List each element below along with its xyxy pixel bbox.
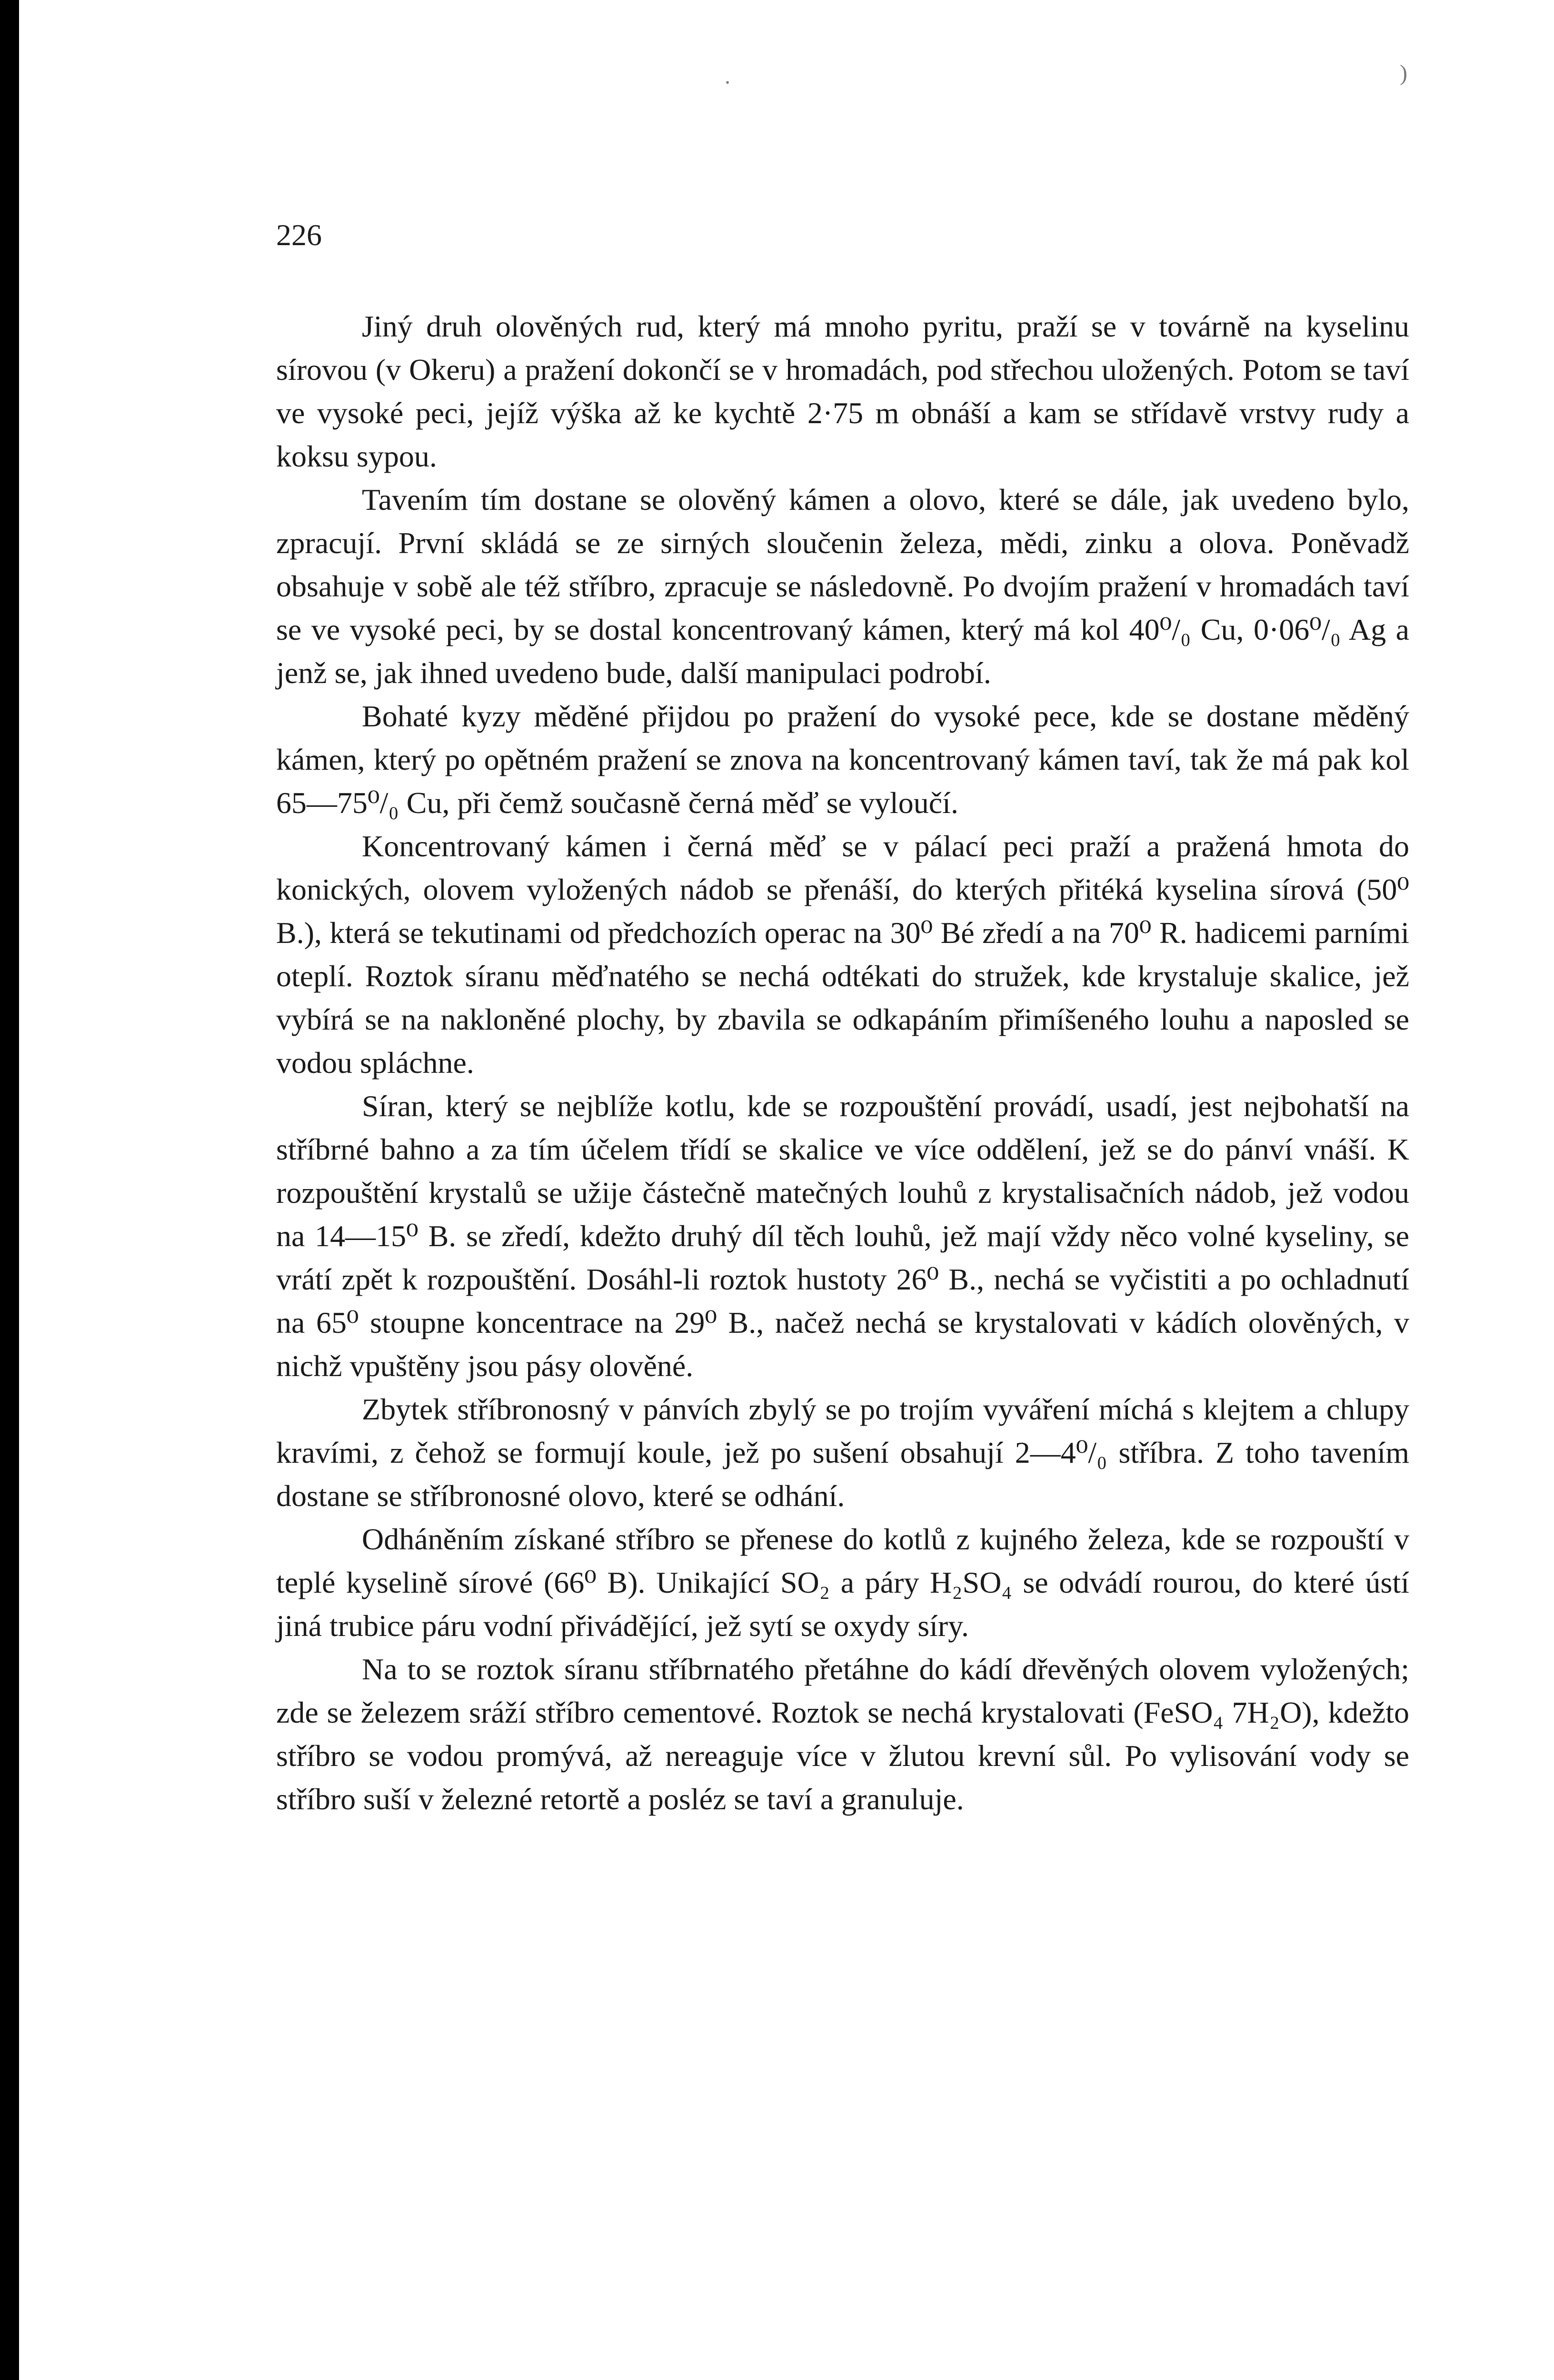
paragraph: Koncentrovaný kámen i černá měď se v pálací peci praží a pražená hmota do konických, olovem vyložených nádob se přenáší, do kterých přitéká kyselina sírová (50⁰ B.), která se tekutinami od předchozích operac na 30⁰ Bé zředí a na 70⁰ R. hadicemi parními oteplí. Roztok síranu měďnatého se nechá odtékati do stružek, kde krystaluje skalice, jež vybírá se na nakloněné plochy, by zbavila se odkapáním přimíšeného louhu a naposled se vodou spláchne. xyxy=(276,829,1409,1080)
paragraph: Síran, který se nejblíže kotlu, kde se rozpouštění provádí, usadí, jest nejbohatší na stříbrné bahno a za tím účelem třídí se skalice ve více oddělení, jež se do pánví vnáší. K rozpouštění krystalů se užije částečně matečných louhů z krystalisačních nádob, jež vodou na 14—15⁰ B. se zředí, kdežto druhý díl těch louhů, jež mají vždy něco volné kyseliny, se vrátí zpět k rozpouštění. Dosáhl-li roztok hustoty 26⁰ B., nechá se vyčistiti a po ochladnutí na 65⁰ stoupne koncentrace na 29⁰ B., načež nechá se krystalovati v kádích olověných, v nichž vpuštěny jsou pásy olověné. xyxy=(276,1089,1409,1383)
paragraph: Na to se roztok síranu stříbrnatého přetáhne do kádí dřevěných olovem vyložených; zde se železem sráží stříbro cementové. Roztok se nechá krystalovati (FeSO₄ 7H₂O), kdežto stříbro se vodou promývá, až nereaguje více v žlutou krevní sůl. Po vylisování vody se stříbro suší v železné retortě a posléz se taví a granuluje. xyxy=(276,1652,1409,1816)
page-number: 226 xyxy=(276,218,322,252)
book-page xyxy=(19,0,1554,2380)
paragraph: Tavením tím dostane se olověný kámen a olovo, které se dále, jak uvedeno bylo, zpracují. První skládá se ze sirných sloučenin železa, mědi, zinku a olova. Poněvadž obsahuje v sobě ale též stříbro, zpracuje se následovně. Po dvojím pražení v hromadách taví se ve vysoké peci, by se dostal koncentrovaný kámen, který má kol 40⁰/₀ Cu, 0·06⁰/₀ Ag a jenž se, jak ihned uvedeno bude, další manipulaci podrobí. xyxy=(276,483,1409,690)
paragraph: Zbytek stříbronosný v pánvích zbylý se po trojím vyváření míchá s klejtem a chlupy kravími, z čehož se formují koule, jež po sušení obsahují 2—4⁰/₀ stříbra. Z toho tavením dostane se stříbronosné olovo, které se odhání. xyxy=(276,1392,1409,1513)
body-text xyxy=(276,305,1409,1821)
paragraph: Bohaté kyzy měděné přijdou po pražení do vysoké pece, kde se dostane měděný kámen, který po opětném pražení se znova na koncentrovaný kámen taví, tak že má pak kol 65—75⁰/₀ Cu, při čemž současně černá měď se vyloučí. xyxy=(276,699,1409,820)
paragraph: Odháněním získané stříbro se přenese do kotlů z kujného železa, kde se rozpouští v teplé kyselině sírové (66⁰ B). Unikající SO₂ a páry H₂SO₄ se odvádí rourou, do které ústí jiná trubice páru vodní přivádějící, jež sytí se oxydy síry. xyxy=(276,1522,1409,1643)
paragraph: Jiný druh olověných rud, který má mnoho pyritu, praží se v továrně na kyselinu sírovou (v Okeru) a pražení dokončí se v hromadách, pod střechou uložených. Potom se taví ve vysoké peci, jejíž výška až ke kychtě 2·75 m obnáší a kam se střídavě vrstvy rudy a koksu sypou. xyxy=(276,309,1409,473)
scan-edge-mark: ) xyxy=(1400,60,1407,86)
scan-speck: · xyxy=(724,70,731,95)
